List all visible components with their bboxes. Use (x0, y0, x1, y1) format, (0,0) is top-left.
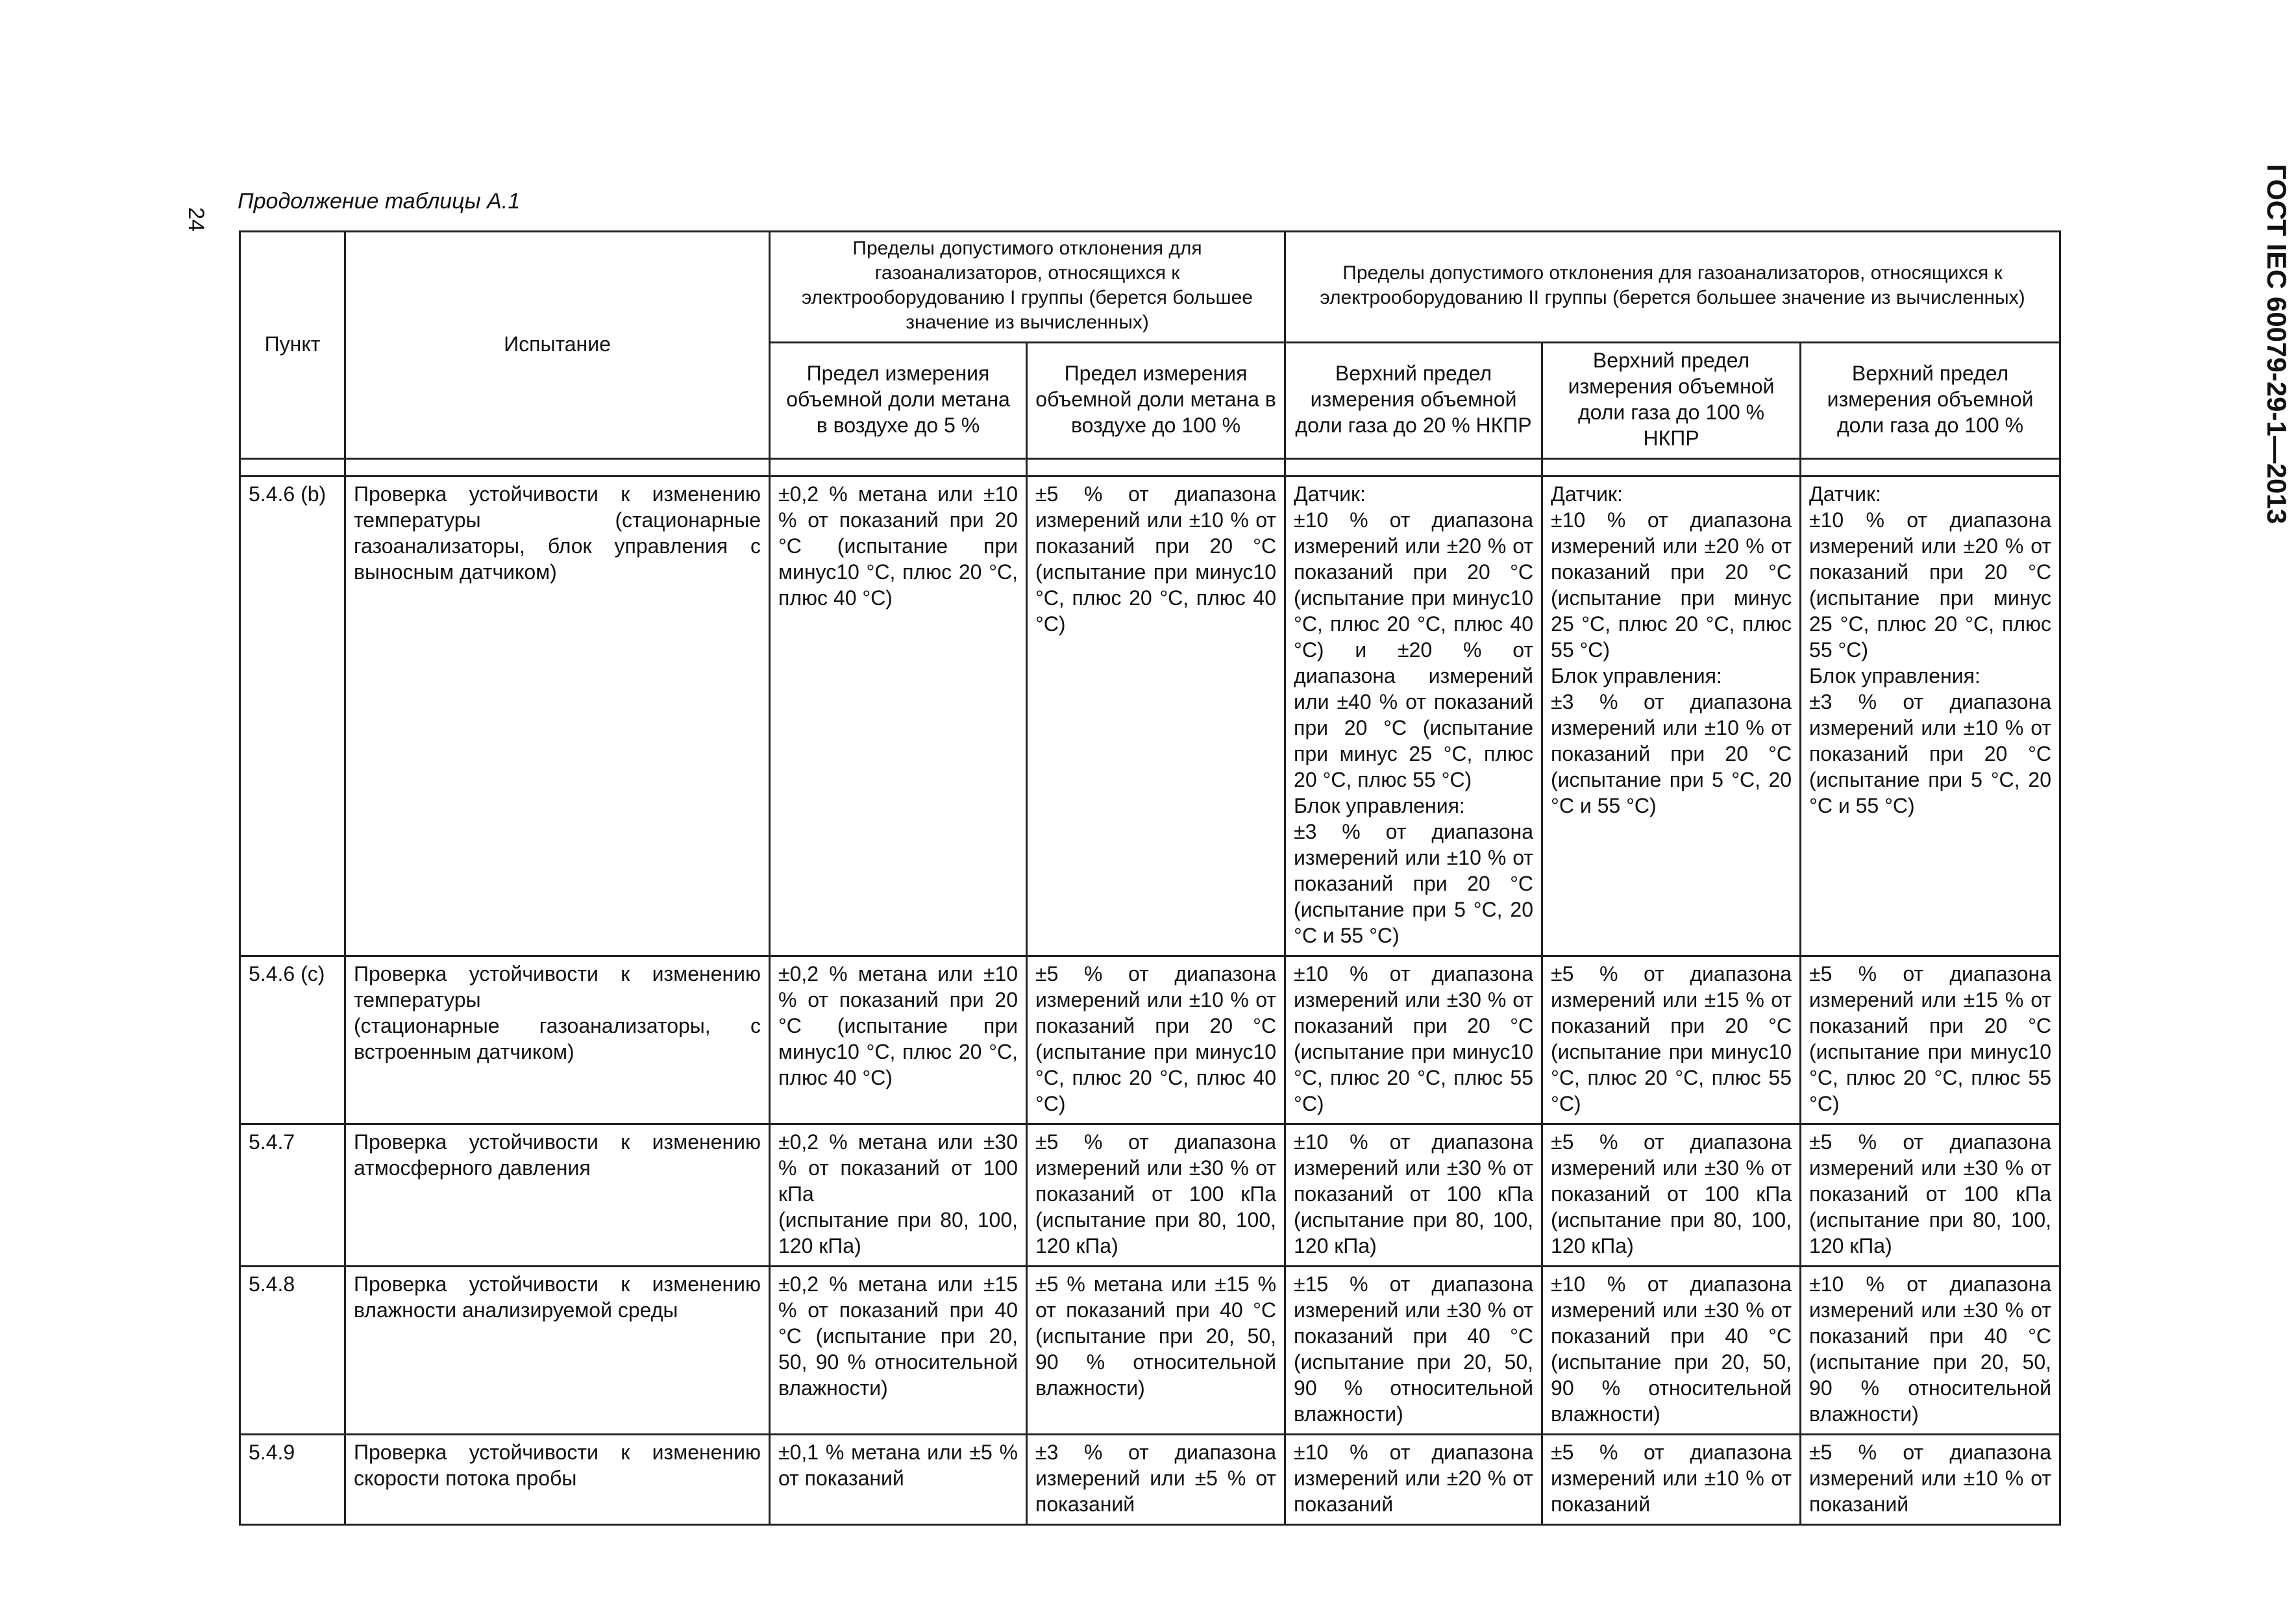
document-code: ГОСТ IEC 60079-29-1—2013 (2262, 164, 2292, 525)
row-test-line-1: Проверка устойчивости к изменению температуры (354, 962, 761, 1011)
control-unit-label: Блок управления: (1809, 664, 1981, 687)
requirements-table (239, 230, 2061, 1526)
row-test: Проверка устойчивости к изменению температуры (стационарные газоанализаторы, блок управления с выносным датчиком) (345, 477, 770, 956)
header-row-1 (240, 232, 2060, 343)
row-cell-1: ±0,2 % метана или ±10 % от показаний при 20 °С (испытание при минус10 °С, плюс 20 °С, плюс 40 °С) (770, 477, 1027, 956)
row-cell-4: ±5 % от диапазона измерений или ±30 % от показаний от 100 кПа (испытание при 80, 100, 120 кПа) (1542, 1124, 1801, 1267)
table-caption: Продолжение таблицы А.1 (238, 189, 521, 214)
row-cell-2: ±5 % от диапазона измерений или ±10 % от показаний при 20 °С (испытание при минус10 °С, плюс 20 °С, плюс 40 °С) (1027, 477, 1285, 956)
row-cell-5: ±5 % от диапазона измерений или ±30 % от показаний от 100 кПа (испытание при 80, 100, 120 кПа) (1801, 1124, 2060, 1267)
control-unit-label: Блок управления: (1551, 664, 1722, 687)
sensor-value: ±10 % от диапазона измерений или ±20 % от показаний при 20 °С (испытание при минус 25 °С, плюс 20 °С, плюс 55 °С) (1551, 508, 1792, 662)
row-cell-1 (770, 1124, 1027, 1267)
row-cell-1: ±0,1 % метана или ±5 % от показаний (770, 1435, 1027, 1525)
header-sub-2: Предел измерения объемной доли метана в воздухе до 100 % (1027, 343, 1285, 459)
row-cell-1-line-1: ±0,2 % метана или ±30 % от показаний от 100 кПа (778, 1130, 1018, 1206)
row-cell-5 (1801, 477, 2060, 956)
row-cell-3: ±15 % от диапазона измерений или ±30 % от показаний при 40 °С (испытание при 20, 50, 90 % относительной влажности) (1285, 1267, 1542, 1435)
row-cell-5: ±10 % от диапазона измерений или ±30 % от показаний при 40 °С (испытание при 20, 50, 90 % относительной влажности) (1801, 1267, 2060, 1435)
header-test: Испытание (345, 232, 770, 459)
control-unit-value: ±3 % от диапазона измерений или ±10 % от показаний при 20 °С (испытание при 5 °С, 20 °С и 55 °С) (1809, 690, 2052, 817)
row-cell-2: ±5 % от диапазона измерений или ±10 % от показаний при 20 °С (испытание при минус10 °С, плюс 20 °С, плюс 40 °С) (1027, 956, 1285, 1124)
row-cell-1: ±0,2 % метана или ±15 % от показаний при 40 °С (испытание при 20, 50, 90 % относительной влажности) (770, 1267, 1027, 1435)
table-row (240, 1435, 2060, 1525)
row-cell-4: ±5 % от диапазона измерений или ±15 % от показаний при 20 °С (испытание при минус10 °С, плюс 20 °С, плюс 55 °С) (1542, 956, 1801, 1124)
row-item: 5.4.8 (240, 1267, 345, 1435)
header-sub-3: Верхний предел измерения объемной доли газа до 20 % НКПР (1285, 343, 1542, 459)
header-separator (240, 459, 2060, 477)
row-test-line-2: (стационарные газоанализаторы, с встроенным датчиком) (354, 1014, 761, 1063)
row-cell-3 (1285, 477, 1542, 956)
sensor-label: Датчик: (1809, 482, 1881, 506)
row-cell-3: ±10 % от диапазона измерений или ±30 % от показаний при 20 °С (испытание при минус10 °С, плюс 20 °С, плюс 55 °С) (1285, 956, 1542, 1124)
row-cell-2: ±3 % от диапазона измерений или ±5 % от показаний (1027, 1435, 1285, 1525)
sensor-label: Датчик: (1294, 482, 1366, 506)
row-test: Проверка устойчивости к изменению влажности анализируемой среды (345, 1267, 770, 1435)
header-group-2: Пределы допустимого отклонения для газоанализаторов, относящихся к электрооборудованию II группы (берется большее значение из вычисленных) (1285, 232, 2060, 343)
header-item: Пункт (240, 232, 345, 459)
row-cell-3: ±10 % от диапазона измерений или ±20 % от показаний (1285, 1435, 1542, 1525)
row-cell-5: ±5 % от диапазона измерений или ±10 % от показаний (1801, 1435, 2060, 1525)
header-sub-4: Верхний предел измерения объемной доли газа до 100 % НКПР (1542, 343, 1801, 459)
row-item: 5.4.9 (240, 1435, 345, 1525)
row-test: Проверка устойчивости к изменению атмосферного давления (345, 1124, 770, 1267)
control-unit-value: ±3 % от диапазона измерений или ±10 % от показаний при 20 °С (испытание при 5 °С, 20 °С и 55 °С) (1551, 690, 1792, 817)
control-unit-label: Блок управления: (1294, 794, 1465, 817)
page-number: 24 (183, 207, 208, 232)
sensor-value: ±10 % от диапазона измерений или ±20 % от показаний при 20 °С (испытание при минус10 °С, плюс 20 °С, плюс 40 °С) и ±20 % от диапазона измерений или ±40 % от показаний при 20 °С (испытание при минус 25 °С, плюс 20 °С, плюс 55 °С) (1294, 508, 1534, 791)
row-cell-2: ±5 % метана или ±15 % от показаний при 40 °С (испытание при 20, 50, 90 % относительной влажности) (1027, 1267, 1285, 1435)
table-row (240, 477, 2060, 956)
row-cell-4: ±5 % от диапазона измерений или ±10 % от показаний (1542, 1435, 1801, 1525)
row-cell-4: ±10 % от диапазона измерений или ±30 % от показаний при 40 °С (испытание при 20, 50, 90 % относительной влажности) (1542, 1267, 1801, 1435)
row-cell-5: ±5 % от диапазона измерений или ±15 % от показаний при 20 °С (испытание при минус10 °С, плюс 20 °С, плюс 55 °С) (1801, 956, 2060, 1124)
row-item: 5.4.6 (b) (240, 477, 345, 956)
header-sub-5: Верхний предел измерения объемной доли газа до 100 % (1801, 343, 2060, 459)
header-sub-1: Предел измерения объемной доли метана в воздухе до 5 % (770, 343, 1027, 459)
row-test (345, 956, 770, 1124)
row-cell-1: ±0,2 % метана или ±10 % от показаний при 20 °С (испытание при минус10 °С, плюс 20 °С, плюс 40 °С) (770, 956, 1027, 1124)
header-group-1: Пределы допустимого отклонения для газоанализаторов, относящихся к электрооборудованию I группы (берется большее значение из вычисленных) (770, 232, 1285, 343)
row-cell-2: ±5 % от диапазона измерений или ±30 % от показаний от 100 кПа (испытание при 80, 100, 120 кПа) (1027, 1124, 1285, 1267)
row-cell-1-line-2: (испытание при 80, 100, 120 кПа) (778, 1208, 1018, 1257)
row-test: Проверка устойчивости к изменению скорости потока пробы (345, 1435, 770, 1525)
table-row (240, 956, 2060, 1124)
sensor-label: Датчик: (1551, 482, 1623, 506)
row-item: 5.4.6 (c) (240, 956, 345, 1124)
table-row (240, 1267, 2060, 1435)
table-row (240, 1124, 2060, 1267)
control-unit-value: ±3 % от диапазона измерений или ±10 % от показаний при 20 °С (испытание при 5 °С, 20 °С и 55 °С) (1294, 820, 1534, 947)
row-item: 5.4.7 (240, 1124, 345, 1267)
sensor-value: ±10 % от диапазона измерений или ±20 % от показаний при 20 °С (испытание при минус 25 °С, плюс 20 °С, плюс 55 °С) (1809, 508, 2052, 662)
row-cell-3: ±10 % от диапазона измерений или ±30 % от показаний от 100 кПа (испытание при 80, 100, 120 кПа) (1285, 1124, 1542, 1267)
row-cell-4 (1542, 477, 1801, 956)
